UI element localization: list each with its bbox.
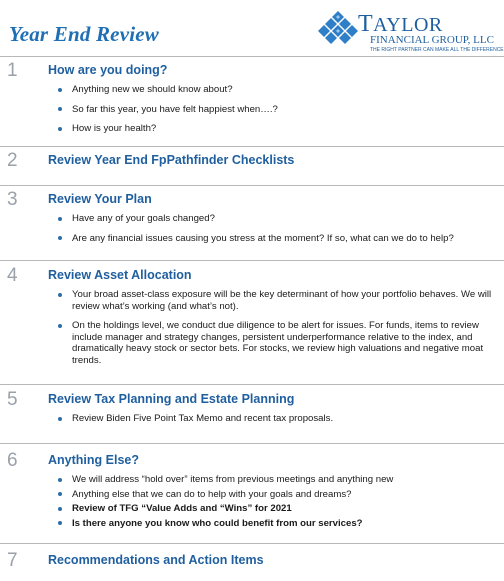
bullet-item: Review of TFG “Value Adds and “Wins” for 2021 bbox=[58, 503, 494, 515]
bullet-item: On the holdings level, we conduct due diligence to be alert for issues. For funds, items to review include manager and strategy changes, persistent underperformance relative to the index, and dramatically heavy stock or sector bets. For stocks, we review high valuations and negative moat trends. bbox=[58, 320, 494, 366]
bullet-item: How is your health? bbox=[58, 123, 494, 135]
section-divider bbox=[0, 260, 504, 261]
section-number: 2 bbox=[7, 150, 18, 171]
bullet-item: Have any of your goals changed? bbox=[58, 213, 494, 225]
bullet-item: Are any financial issues causing you stress at the moment? If so, what can we do to help? bbox=[58, 233, 494, 245]
logo-wordmark: TAYLOR bbox=[358, 11, 443, 37]
section-number: 6 bbox=[7, 450, 18, 471]
company-logo bbox=[318, 7, 504, 51]
section-number: 5 bbox=[7, 389, 18, 410]
section-title: Review Asset Allocation bbox=[48, 268, 192, 282]
section-number: 1 bbox=[7, 60, 18, 81]
taylor-diamond-logo-icon bbox=[318, 11, 358, 47]
section-title: How are you doing? bbox=[48, 63, 168, 77]
bullet-list bbox=[58, 84, 494, 143]
section-title: Review Your Plan bbox=[48, 192, 152, 206]
section-divider bbox=[0, 384, 504, 385]
bullet-item: Anything else that we can do to help with your goals and dreams? bbox=[58, 489, 494, 501]
bullet-list bbox=[58, 213, 494, 252]
section-title: Anything Else? bbox=[48, 453, 139, 467]
section-divider bbox=[0, 443, 504, 444]
section-divider bbox=[0, 146, 504, 147]
logo-company-name: FINANCIAL GROUP, LLC bbox=[370, 34, 494, 46]
section-divider bbox=[0, 56, 504, 57]
bullet-list bbox=[58, 289, 494, 374]
section-title: Review Tax Planning and Estate Planning bbox=[48, 392, 295, 406]
bullet-item: Your broad asset-class exposure will be the key determinant of how your portfolio behaves. We will review what’s working (and what’s not). bbox=[58, 289, 494, 312]
bullet-item: Anything new we should know about? bbox=[58, 84, 494, 96]
section-number: 3 bbox=[7, 189, 18, 210]
logo-tagline: THE RIGHT PARTNER CAN MAKE ALL THE DIFFERENCE bbox=[370, 47, 504, 53]
section-title: Recommendations and Action Items bbox=[48, 553, 264, 567]
section-number: 7 bbox=[7, 550, 18, 571]
bullet-item: Is there anyone you know who could benefit from our services? bbox=[58, 518, 494, 530]
bullet-list bbox=[58, 413, 494, 433]
bullet-item: We will address “hold over” items from previous meetings and anything new bbox=[58, 474, 494, 486]
bullet-list bbox=[58, 474, 494, 532]
page-header bbox=[0, 0, 504, 52]
page-title: Year End Review bbox=[9, 22, 159, 46]
section-title: Review Year End FpPathfinder Checklists bbox=[48, 153, 295, 167]
bullet-item: Review Biden Five Point Tax Memo and recent tax proposals. bbox=[58, 413, 494, 425]
section-divider bbox=[0, 185, 504, 186]
section-number: 4 bbox=[7, 265, 18, 286]
bullet-item: So far this year, you have felt happiest when….? bbox=[58, 104, 494, 116]
section-divider bbox=[0, 543, 504, 544]
